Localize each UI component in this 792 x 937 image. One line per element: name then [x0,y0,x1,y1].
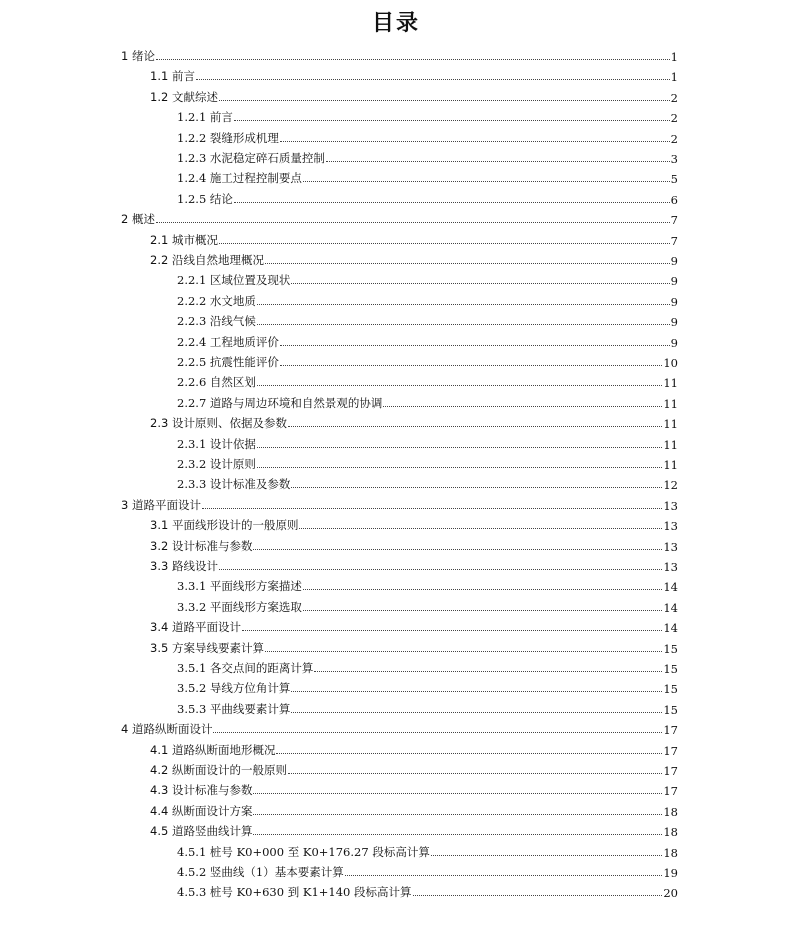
toc-entry-page-number: 18 [663,804,678,819]
dot-leader [257,324,670,325]
toc-entry[interactable] [177,311,678,329]
toc-entry-page-number: 18 [663,825,678,840]
toc-entry-label: 2.2.2 水文地质 [177,293,256,308]
dot-leader [291,283,669,284]
toc-entry-label: 1.2.5 结论 [177,191,233,206]
dot-leader [253,549,662,550]
dot-leader [288,773,662,774]
toc-entry-label: 2.3.2 设计原则 [177,457,256,471]
toc-entry-label: 1 绪论 [121,49,155,63]
toc-entry[interactable] [177,597,678,615]
dot-leader [253,814,662,815]
dot-leader [413,895,663,896]
toc-entry-page-number: 1 [670,50,678,64]
toc-entry-label: 1.2.3 水泥稳定碎石质量控制 [177,151,325,165]
toc-entry-label: 3.2 设计标准与参数 [150,538,253,553]
toc-entry[interactable] [150,617,678,635]
toc-entry[interactable] [177,107,678,125]
toc-entry-label: 4.5.2 竖曲线（1）基本要素计算 [177,865,344,879]
toc-entry-page-number: 15 [663,662,678,676]
dot-leader [234,202,670,203]
toc-entry-page-number: 2 [670,131,678,146]
toc-entry-page-number: 13 [663,519,678,534]
toc-entry-label: 3.5 方案导线要素计算 [150,640,264,655]
toc-entry-label: 2.3 设计原则、依据及参数 [150,416,287,431]
toc-entry-page-number: 17 [663,743,678,758]
toc-entry-label: 2.3.1 设计依据 [177,436,256,451]
dot-leader [219,243,670,244]
dot-leader [291,487,662,488]
toc-entry-page-number: 14 [663,600,678,615]
toc-entry-page-number: 10 [663,356,678,370]
toc-entry-page-number: 15 [663,682,678,697]
toc-entry-label: 2.3.3 设计标准及参数 [177,477,291,492]
toc-entry-page-number: 20 [663,886,678,901]
dot-leader [280,345,670,346]
toc-entry[interactable] [177,882,678,900]
toc-entry[interactable] [150,250,678,268]
dot-leader [314,671,662,672]
toc-entry-page-number: 2 [670,90,678,105]
dot-leader [253,834,662,835]
dot-leader [196,79,670,80]
toc-entry-page-number: 14 [663,580,678,595]
toc-entry[interactable] [150,780,678,798]
dot-leader [156,222,670,223]
toc-entry[interactable] [177,576,678,594]
toc-entry-page-number: 9 [670,315,678,330]
toc-entry-label: 4.5.1 桩号 K0+000 至 K0+176.27 段标高计算 [177,844,430,859]
toc-entry-label: 4.5.3 桩号 K0+630 到 K1+140 段标高计算 [177,885,412,900]
toc-entry-label: 3.5.2 导线方位角计算 [177,681,291,696]
toc-entry-page-number: 9 [670,254,678,268]
toc-entry[interactable] [177,658,678,676]
toc-entry-label: 2.2.6 自然区划 [177,375,256,390]
dot-leader [303,589,662,590]
dot-leader [431,855,663,856]
toc-entry[interactable] [177,862,678,880]
toc-entry[interactable] [177,372,678,390]
toc-entry-page-number: 13 [663,498,678,513]
toc-entry[interactable] [121,46,678,64]
toc-entry-label: 2.1 城市概况 [150,232,218,247]
toc-entry-page-number: 9 [670,294,678,309]
dot-leader [326,161,670,162]
toc-entry-label: 4.4 纵断面设计方案 [150,803,253,818]
dot-leader [257,447,662,448]
toc-entry-label: 2.2.5 抗震性能评价 [177,355,279,369]
toc-entry[interactable] [177,454,678,472]
toc-entry-label: 2.2.7 道路与周边环境和自然景观的协调 [177,395,383,410]
page-title: 目录 [371,11,420,36]
toc-entry-page-number: 5 [670,172,678,187]
toc-entry-page-number: 2 [670,111,678,126]
dot-leader [242,630,662,631]
toc-entry-label: 3.4 道路平面设计 [150,620,241,635]
toc-entry-label: 1.2.1 前言 [177,110,233,125]
dot-leader [213,732,662,733]
dot-leader [383,406,662,407]
toc-entry-page-number: 18 [663,845,678,860]
dot-leader [265,651,662,652]
toc-entry[interactable] [177,474,678,492]
toc-entry[interactable] [177,128,678,146]
toc-entry-page-number: 7 [670,213,678,228]
dot-leader [253,793,662,794]
toc-entry[interactable] [150,515,678,533]
dot-leader [257,467,662,468]
dot-leader [219,569,662,570]
toc-entry[interactable] [150,66,678,84]
toc-entry-page-number: 9 [670,335,678,350]
toc-entry[interactable] [150,413,678,431]
toc-entry-label: 3.5.1 各交点间的距离计算 [177,661,314,675]
toc-entry-label: 1.2 文献综述 [150,89,218,104]
dot-leader [291,712,662,713]
toc-entry[interactable] [177,842,678,860]
toc-entry[interactable] [177,393,678,411]
toc-entry-label: 4.2 纵断面设计的一般原则 [150,763,287,777]
toc-entry-label: 4.3 设计标准与参数 [150,783,253,798]
toc-entry-page-number: 12 [663,478,678,493]
toc-entry[interactable] [150,556,678,574]
dot-leader [303,610,662,611]
toc-entry[interactable] [150,536,678,554]
toc-entry[interactable] [177,270,678,288]
toc-entry[interactable] [177,434,678,452]
toc-entry[interactable] [177,148,678,166]
toc-entry-label: 1.1 前言 [150,69,195,84]
toc-entry-page-number: 6 [670,192,678,207]
toc-entry-label: 4.1 道路纵断面地形概况 [150,742,276,757]
toc-entry-page-number: 19 [663,866,678,880]
toc-entry[interactable] [150,87,678,105]
dot-leader [280,141,670,142]
toc-entry-label: 3.3 路线设计 [150,559,218,573]
dot-leader [288,426,662,427]
toc-entry-label: 1.2.2 裂缝形成机理 [177,130,279,145]
dot-leader [257,304,670,305]
dot-leader [219,100,670,101]
toc-entry[interactable] [121,209,678,227]
toc-entry-page-number: 17 [663,764,678,778]
toc-entry-page-number: 11 [663,396,678,411]
dot-leader [303,181,670,182]
toc-entry[interactable] [150,638,678,656]
toc-entry[interactable] [150,760,678,778]
toc-entry-label: 2 概述 [121,212,155,227]
toc-entry[interactable] [150,230,678,248]
toc-entry-page-number: 3 [670,152,678,166]
dot-leader [202,508,662,509]
dot-leader [291,691,662,692]
dot-leader [276,753,662,754]
toc-entry-page-number: 17 [663,723,678,738]
toc-entry[interactable] [177,168,678,186]
toc-entry[interactable] [150,801,678,819]
toc-entry[interactable] [150,740,678,758]
toc-entry[interactable] [121,495,678,513]
toc-entry[interactable] [177,352,678,370]
toc-entry-label: 2.2.3 沿线气候 [177,314,256,329]
dot-leader [257,385,662,386]
toc-entry-page-number: 15 [663,702,678,717]
dot-leader [265,263,670,264]
toc-entry-page-number: 13 [663,560,678,574]
toc-entry-page-number: 1 [670,70,678,85]
toc-entry[interactable] [150,821,678,839]
toc-entry-label: 2.2.1 区域位置及现状 [177,273,291,288]
toc-entry-page-number: 11 [663,458,678,472]
toc-entry-label: 3.5.3 平曲线要素计算 [177,701,291,716]
toc-entry-page-number: 13 [663,539,678,554]
toc-entry-label: 3.1 平面线形设计的一般原则 [150,518,299,533]
toc-entry-label: 3.3.1 平面线形方案描述 [177,579,302,594]
toc-entry[interactable] [177,678,678,696]
toc-entry[interactable] [177,189,678,207]
toc-entry-label: 1.2.4 施工过程控制要点 [177,171,302,186]
toc-entry-label: 3.3.2 平面线形方案选取 [177,599,302,614]
toc-entry-page-number: 14 [663,621,678,636]
dot-leader [156,59,670,60]
toc-entry-page-number: 9 [670,274,678,289]
toc-entry-label: 2.2 沿线自然地理概况 [150,253,264,267]
toc-entry-label: 4 道路纵断面设计 [121,722,213,737]
toc-entry-label: 4.5 道路竖曲线计算 [150,824,253,839]
toc-entry-page-number: 7 [670,233,678,248]
toc-entry[interactable] [177,291,678,309]
dot-leader [345,875,663,876]
toc-entry-page-number: 15 [663,641,678,656]
toc-entry[interactable] [177,332,678,350]
dot-leader [299,528,662,529]
toc-entry-page-number: 17 [663,784,678,799]
toc-entry-label: 3 道路平面设计 [121,497,201,512]
toc-entry[interactable] [121,719,678,737]
toc-entry-page-number: 11 [663,437,678,452]
toc-entry-label: 2.2.4 工程地质评价 [177,334,279,349]
dot-leader [280,365,662,366]
toc-entry-page-number: 11 [663,417,678,432]
toc-entry[interactable] [177,699,678,717]
toc-entry-page-number: 11 [663,376,678,391]
dot-leader [234,120,670,121]
